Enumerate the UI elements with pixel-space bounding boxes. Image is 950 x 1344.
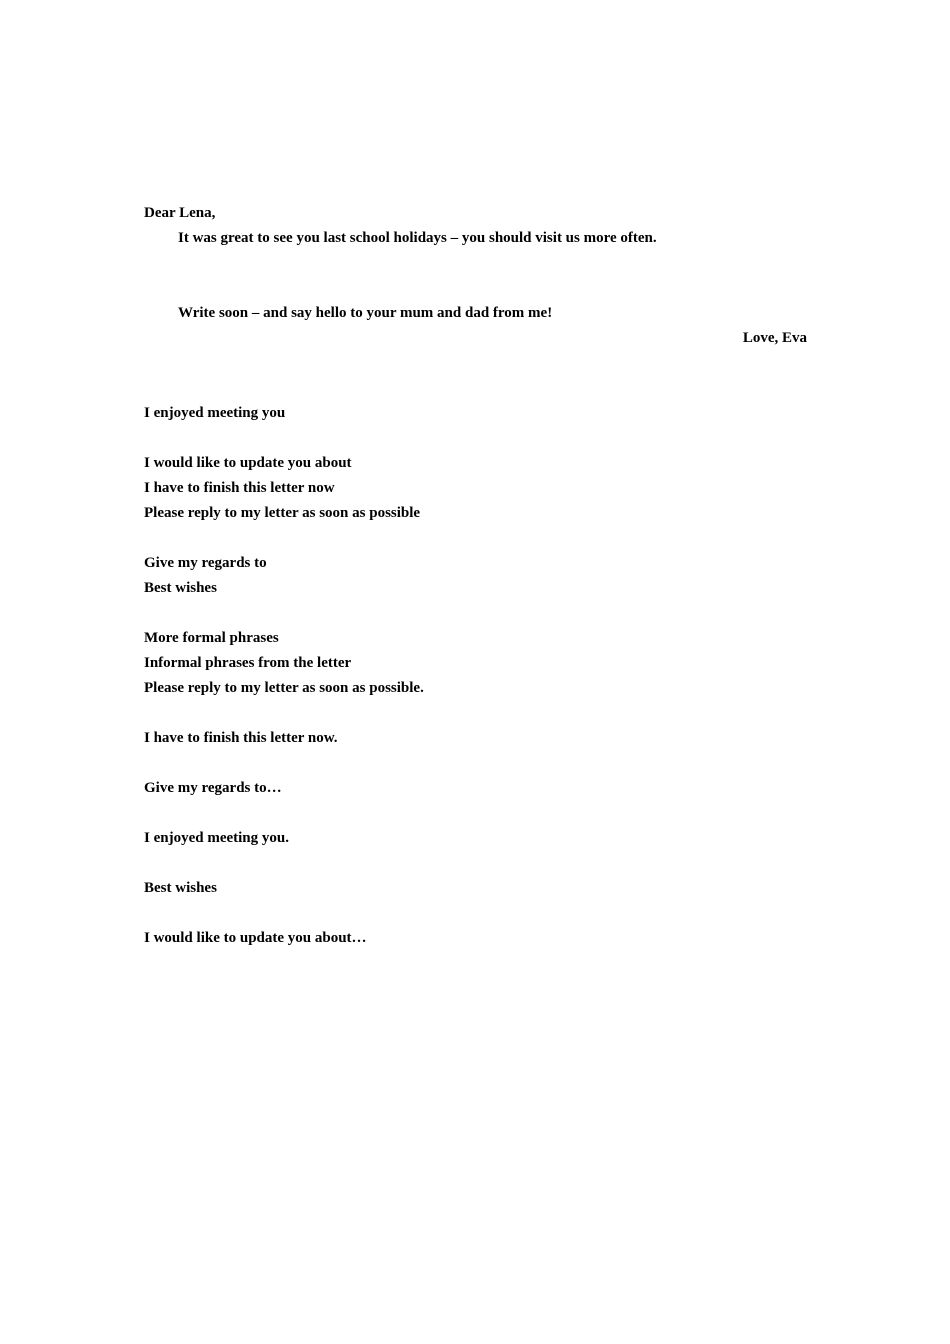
phrase-item: Give my regards to bbox=[144, 555, 267, 571]
table-row: I enjoyed meeting you. bbox=[144, 830, 289, 846]
phrase-item: I have to finish this letter now bbox=[144, 480, 335, 496]
table-row: I would like to update you about… bbox=[144, 930, 367, 946]
table-row: Give my regards to… bbox=[144, 780, 282, 796]
phrase-item: I would like to update you about bbox=[144, 455, 352, 471]
letter-closing: Write soon – and say hello to your mum and dad from me! bbox=[178, 305, 553, 321]
document-page bbox=[144, 201, 807, 951]
phrase-item: Please reply to my letter as soon as possible bbox=[144, 505, 421, 521]
letter-greeting: Dear Lena, bbox=[144, 205, 216, 221]
table-row: I have to finish this letter now. bbox=[144, 730, 338, 746]
letter-opening: It was great to see you last school holidays – you should visit us more often. bbox=[178, 230, 657, 246]
phrase-item: Best wishes bbox=[144, 580, 217, 596]
phrase-item: I enjoyed meeting you bbox=[144, 405, 286, 421]
table-header-informal: Informal phrases from the letter bbox=[144, 655, 352, 671]
table-row: Best wishes bbox=[144, 880, 217, 896]
table-row: Please reply to my letter as soon as possible. bbox=[144, 680, 424, 696]
letter-signoff: Love, Eva bbox=[742, 330, 807, 346]
table-header-formal: More formal phrases bbox=[144, 630, 279, 646]
